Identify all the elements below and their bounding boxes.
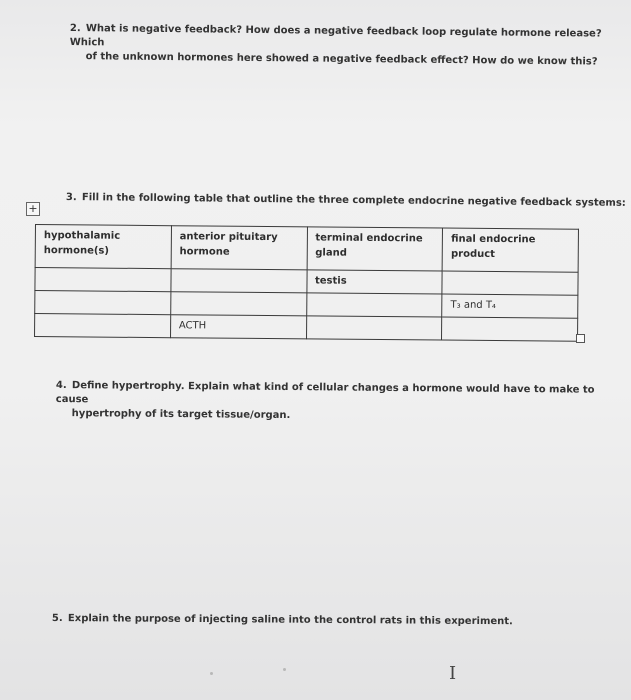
question-5-number: 5. xyxy=(51,613,63,625)
table-cell[interactable] xyxy=(306,293,442,317)
feedback-table xyxy=(34,224,579,342)
paper-speck xyxy=(283,668,286,671)
table-cell[interactable]: T₃ and T₄ xyxy=(442,294,578,318)
question-2-line-1: What is negative feedback? How does a negative feedback loop regulate hormone release? Which xyxy=(69,23,602,49)
question-3-text: Fill in the following table that outline the three complete endocrine negative feedback systems: xyxy=(81,192,626,209)
paper-speck xyxy=(210,672,213,675)
question-2-line-2: of the unknown hormones here showed a negative feedback effect? How do we know this? xyxy=(85,51,598,68)
question-5 xyxy=(52,612,612,630)
header-final-product[interactable]: final endocrine product xyxy=(442,228,578,272)
table-cell[interactable] xyxy=(170,292,306,316)
question-4-line-2: hypertrophy of its target tissue/organ. xyxy=(71,408,291,422)
question-2-number: 2. xyxy=(69,22,81,35)
table-cell[interactable] xyxy=(306,316,442,340)
table-row xyxy=(35,314,578,342)
table-cell[interactable] xyxy=(35,314,171,338)
table-cell[interactable]: ACTH xyxy=(170,315,306,339)
move-table-icon[interactable]: + xyxy=(26,202,40,216)
table-cell[interactable] xyxy=(35,268,171,292)
question-4-number: 4. xyxy=(55,379,67,392)
table-resize-handle[interactable] xyxy=(576,334,585,343)
question-5-text: Explain the purpose of injecting saline into the control rats in this experiment. xyxy=(67,613,513,628)
header-hypothalamic[interactable]: hypothalamic hormone(s) xyxy=(35,225,171,269)
table-cell[interactable] xyxy=(171,269,307,293)
question-3 xyxy=(66,191,626,211)
question-4 xyxy=(56,379,616,426)
table-cell[interactable] xyxy=(442,317,578,341)
question-3-number: 3. xyxy=(65,191,77,204)
table-cell[interactable] xyxy=(442,271,578,295)
header-anterior-pituitary[interactable]: anterior pituitary hormone xyxy=(171,226,307,270)
table-cell[interactable] xyxy=(35,291,171,315)
text-cursor-icon: I xyxy=(449,663,457,684)
question-2 xyxy=(70,22,610,70)
table-cell[interactable]: testis xyxy=(306,270,442,294)
question-4-line-1: Define hypertrophy. Explain what kind of cellular changes a hormone would have to make to cause xyxy=(55,380,595,406)
header-terminal-gland[interactable]: terminal endocrine gland xyxy=(307,227,443,271)
table-header-row xyxy=(35,225,578,273)
